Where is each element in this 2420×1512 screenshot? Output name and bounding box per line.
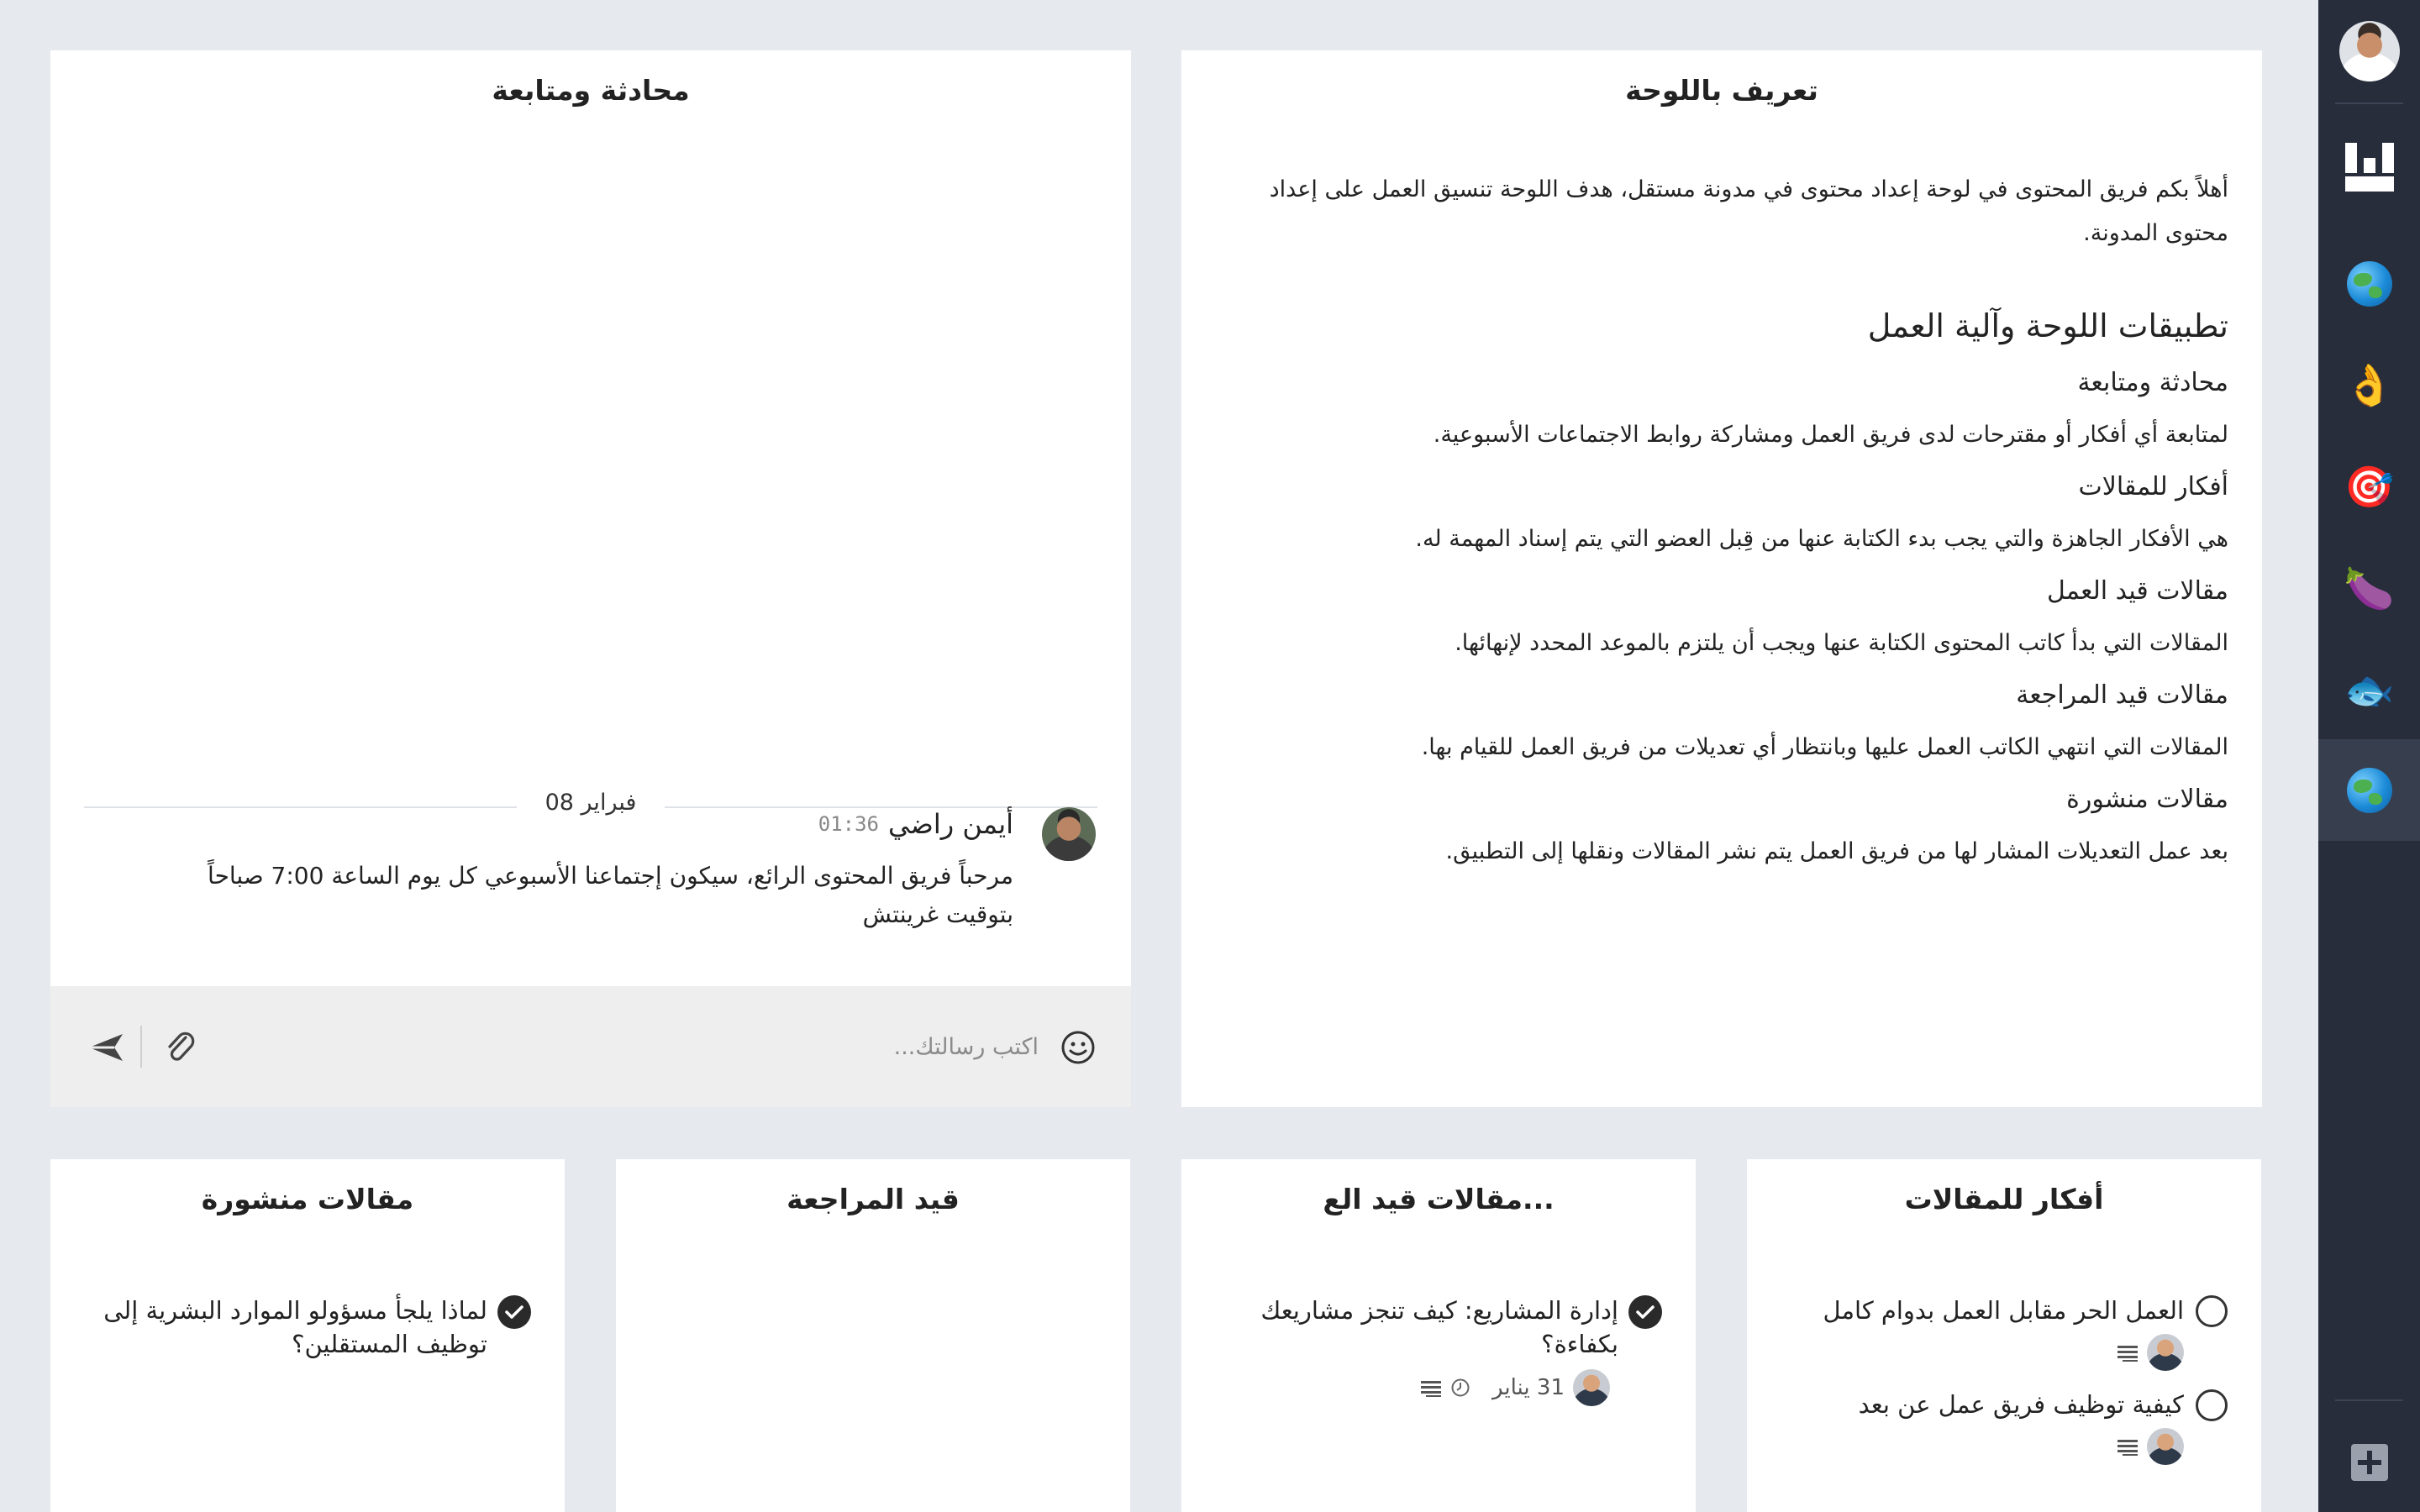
ok-hand-icon[interactable]: 👌 [2344,361,2395,409]
chat-card [50,50,1131,1107]
section-title: أفكار للمقالات [2078,472,2228,501]
item-meta [1420,1369,1618,1406]
message-author-name[interactable]: أيمن راضي [887,808,1013,840]
description-icon [2117,1343,2139,1362]
list-item[interactable] [1774,1294,2228,1378]
target-icon[interactable]: 🎯 [2344,463,2395,511]
fish-icon[interactable]: 🐟 [2344,666,2395,714]
assignee-avatar[interactable] [1573,1369,1610,1406]
section-desc: المقالات التي انتهي الكاتب العمل عليها وبانتظار أي تعديلات من فريق العمل للقيام بها. [1421,734,2228,760]
board-intro: أهلاً بكم فريق المحتوى في لوحة إعداد محتوى في مدونة مستقل، هدف اللوحة تنسيق العمل على إعداد محتوى المدونة. [1269,176,2228,246]
assignee-avatar[interactable] [2147,1428,2184,1465]
board-info-card [1181,50,2262,1107]
eggplant-icon[interactable]: 🍆 [2344,564,2395,612]
checked-circle-icon[interactable] [497,1295,531,1329]
add-board-icon[interactable] [2318,1411,2420,1512]
clock-icon [1450,1378,1470,1398]
due-date: 31 يناير [1492,1375,1565,1400]
paperclip-icon[interactable] [160,1026,202,1068]
published-card [50,1159,565,1512]
item-title: العمل الحر مقابل العمل بدوام كامل [1823,1296,2184,1325]
app-rail [2318,0,2420,1512]
checked-circle-icon[interactable] [1628,1295,1662,1329]
user-avatar[interactable] [2318,0,2420,102]
card-title: محادثة ومتابعة [492,74,690,107]
card-title[interactable]: مقالات قيد الع... [1323,1183,1555,1215]
globe-icon-active[interactable] [2318,739,2420,841]
item-meta [2117,1334,2184,1371]
item-title: لماذا يلجأ مسؤولو الموارد البشرية إلى توظيف المستقلين؟ [103,1296,487,1358]
message-author-avatar[interactable] [1042,807,1096,861]
board-info-content [1215,168,2228,874]
description-icon [1420,1378,1442,1397]
message-time: 01:36 [818,812,879,836]
board-usage-heading: تطبيقات اللوحة وآلية العمل [1867,307,2228,344]
section-desc: هي الأفكار الجاهزة والتي يجب بدء الكتابة عنها من قِبل العضو التي يتم إسناد المهمة له. [1415,526,2228,552]
card-title: تعريف باللوحة [1625,74,1818,107]
list-item[interactable] [77,1294,531,1378]
in-progress-card [1181,1159,1696,1512]
checkbox-circle-icon[interactable] [2196,1295,2228,1327]
item-title: إدارة المشاريع: كيف تنجز مشاريعك بكفاءة؟ [1260,1296,1618,1358]
message-input[interactable] [602,1026,1039,1067]
message-text: مرحباً فريق المحتوى الرائع، سيكون إجتماعنا الأسبوعي كل يوم الساعة 7:00 صباحاً بتوقيت غرينتش [208,862,1013,928]
list-item[interactable] [1774,1388,2228,1472]
globe-icon[interactable] [2318,233,2420,334]
item-title: كيفية توظيف فريق عمل عن بعد [1858,1390,2184,1419]
message-composer [50,986,1131,1107]
list-item[interactable] [1208,1294,1662,1428]
section-desc: لمتابعة أي أفكار أو مقترحات لدى فريق العمل ومشاركة روابط الاجتماعات الأسبوعية. [1433,422,2228,448]
emoji-icon[interactable] [1059,1028,1097,1067]
card-title[interactable]: أفكار للمقالات [1904,1183,2104,1215]
assignee-avatar[interactable] [2147,1334,2184,1371]
section-title: مقالات قيد المراجعة [2016,680,2228,710]
checkbox-circle-icon[interactable] [2196,1389,2228,1421]
card-title[interactable]: قيد المراجعة [786,1183,960,1215]
ideas-card [1747,1159,2261,1512]
item-meta [2117,1428,2184,1465]
section-title: مقالات منشورة [2066,785,2228,814]
card-title[interactable]: مقالات منشورة [201,1183,414,1215]
review-card [616,1159,1130,1512]
board-logo-icon[interactable] [2318,116,2420,218]
send-icon[interactable] [84,1026,126,1068]
section-title: مقالات قيد العمل [2047,576,2228,606]
description-icon [2117,1437,2139,1456]
section-title: محادثة ومتابعة [2077,368,2228,397]
section-desc: بعد عمل التعديلات المشار لها من فريق العمل يتم نشر المقالات ونقلها إلى التطبيق. [1445,838,2228,864]
section-desc: المقالات التي بدأ كاتب المحتوى الكتابة عنها ويجب أن يلتزم بالموعد المحدد لإنهائها. [1455,630,2228,656]
date-divider-label: 08 فبراير [544,790,637,816]
